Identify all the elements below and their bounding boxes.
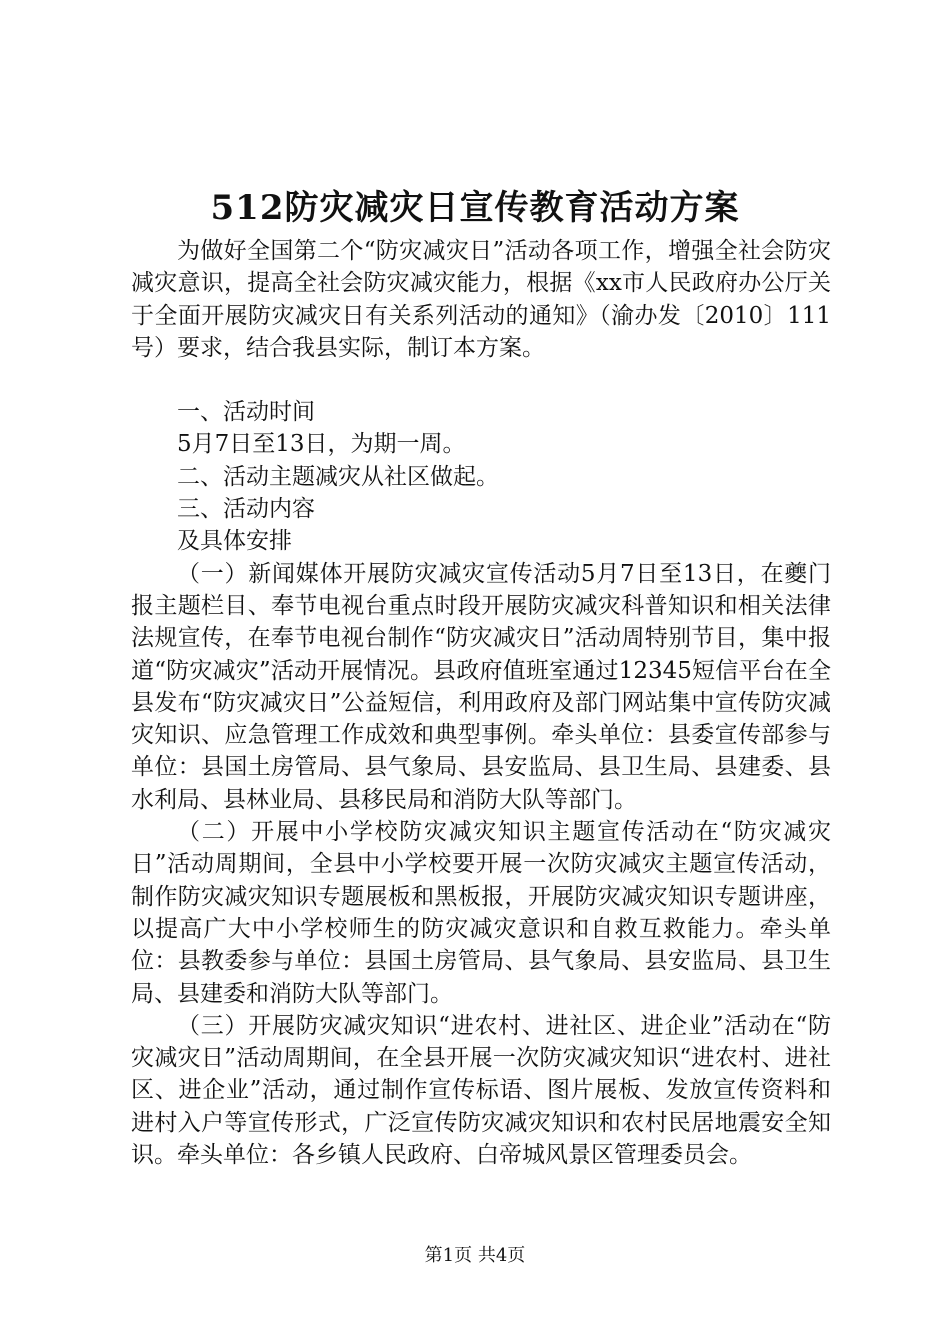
section-heading-time: 一、活动时间 [177,399,315,426]
blank-line [131,364,831,396]
section-heading-content: 三、活动内容 [177,496,315,523]
section-text-dates: 5月7日至13日，为期一周。 [177,431,466,458]
paragraph-schools: （二）开展中小学校防灾减灾知识主题宣传活动在“防灾减灾日”活动周期间，全县中小学校要开展一次防灾减灾主题宣传活动，制作防灾减灾知识专题展板和黑板报，开展防灾减灾知识专题讲座，以提高广大中小学校师生的防灾减灾意识和自救互救能力。牵头单位：县教委参与单位：县国土房管局、县气象局、县安监局、县卫生局、县建委和消防大队等部门。 [131,819,831,1007]
section-heading-theme: 二、活动主题减灾从社区做起。 [177,463,499,490]
page-number: 第1页 共4页 [424,1245,526,1266]
intro-paragraph: 为做好全国第二个“防灾减灾日”活动各项工作，增强全社会防灾减灾意识，提高全社会防灾减灾能力，根据《xx市人民政府办公厅关于全面开展防灾减灾日有关系列活动的通知》（渝办发〔2010〕111号）要求，结合我县实际，制订本方案。 [131,238,831,361]
document-body [131,235,831,1171]
document-title: 512防灾减灾日宣传教育活动方案 [210,188,740,228]
paragraph-community: （三）开展防灾减灾知识“进农村、进社区、进企业”活动在“防灾减灾日”活动周期间，在全县开展一次防灾减灾知识“进农村、进社区、进企业”活动，通过制作宣传标语、图片展板、发放宣传资料和进村入户等宣传形式，广泛宣传防灾减灾知识和农村民居地震安全知识。牵头单位：各乡镇人民政府、白帝城风景区管理委员会。 [131,1012,831,1169]
section-heading-arrangement: 及具体安排 [177,528,292,555]
paragraph-media: （一）新闻媒体开展防灾减灾宣传活动5月7日至13日，在夔门报主题栏目、奉节电视台重点时段开展防灾减灾科普知识和相关法律法规宣传，在奉节电视台制作“防灾减灾日”活动周特别节目，集中报道“防灾减灾”活动开展情况。县政府值班室通过12345短信平台在全县发布“防灾减灾日”公益短信，利用政府及部门网站集中宣传防灾减灾知识、应急管理工作成效和典型事例。牵头单位：县委宣传部参与单位：县国土房管局、县气象局、县安监局、县卫生局、县建委、县水利局、县林业局、县移民局和消防大队等部门。 [131,560,831,813]
